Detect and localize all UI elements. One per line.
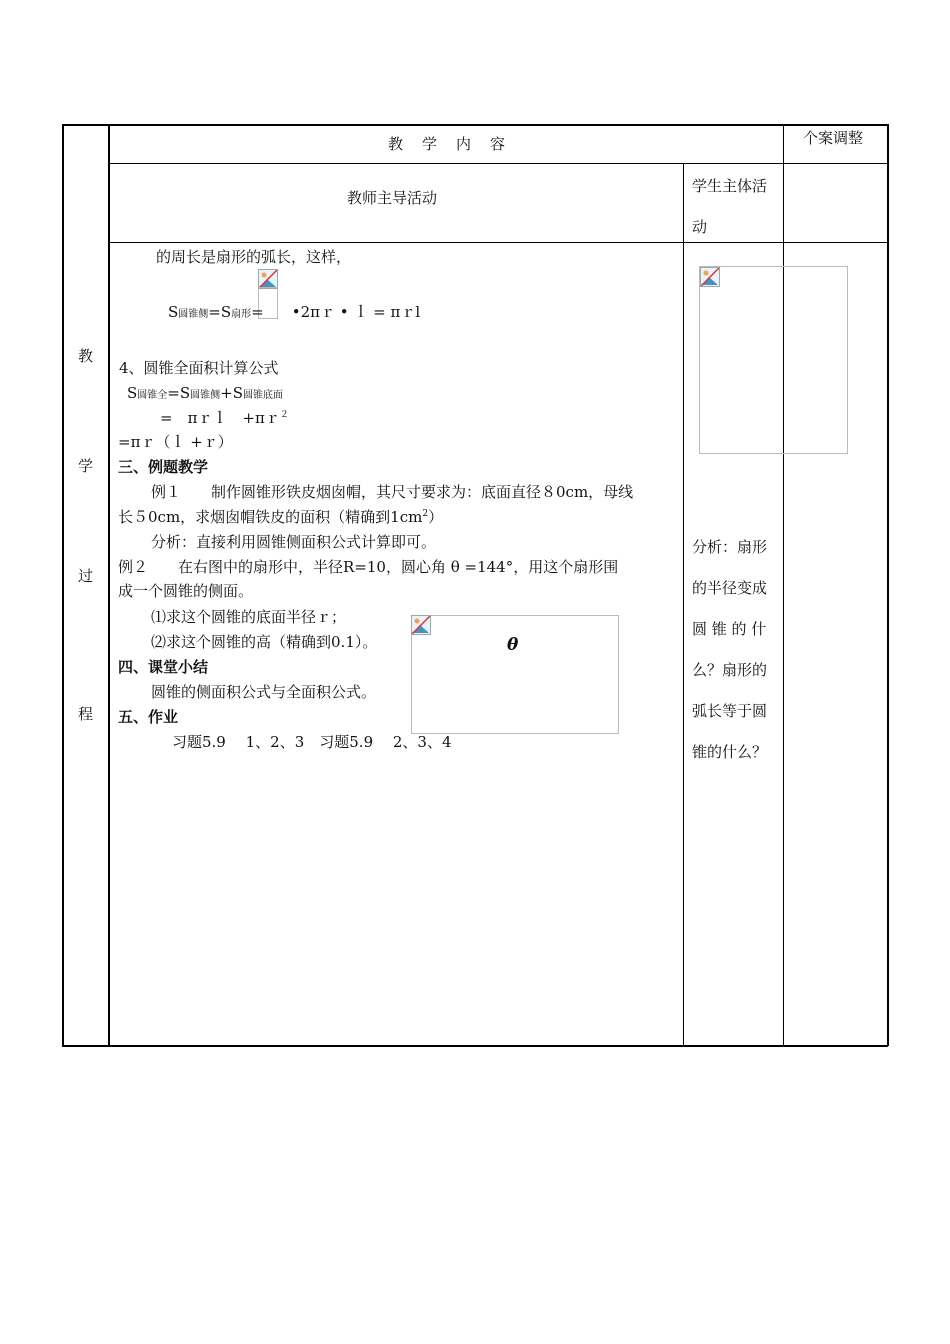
student-analysis-line: 的半径变成 — [692, 579, 768, 597]
student-analysis-line: 么？扇形的 — [692, 661, 768, 679]
student-analysis — [692, 527, 778, 773]
content-title: 教 学 内 容 — [388, 135, 508, 153]
side-label-1: 教 — [78, 347, 94, 365]
example-2-line-2: 成一个圆锥的侧面。 — [118, 582, 254, 600]
side-column-divider — [108, 124, 110, 1046]
theta-label: θ — [507, 635, 519, 655]
teacher-activity-header: 教师主导活动 — [347, 189, 438, 207]
sector-image-icon — [411, 615, 431, 635]
side-label-4: 程 — [78, 705, 94, 723]
arc-length-line: 的周长是扇形的弧长，这样， — [156, 248, 352, 266]
student-analysis-line: 弧长等于圆 — [692, 702, 768, 720]
header-row-divider — [109, 163, 887, 164]
lateral-area-formula: S圆锥侧=S扇形= •2πｒ • ｌ = πｒl — [168, 303, 421, 321]
student-analysis-line: 圆 锥 的 什 — [692, 620, 767, 638]
student-column-divider — [683, 163, 684, 1046]
side-label-3: 过 — [78, 567, 94, 585]
total-area-expand: = πｒｌ +πｒ$^2$ — [160, 409, 289, 427]
summary-text: 圆锥的侧面积公式与全面积公式。 — [151, 683, 377, 701]
table-left-border — [62, 124, 64, 1046]
sector-figure-frame — [411, 615, 619, 734]
total-area-formula: S圆锥全=S圆锥侧+S圆锥底面 — [127, 384, 283, 402]
student-analysis-line: 锥的什么？ — [692, 743, 768, 761]
table-top-border — [62, 124, 888, 126]
table-right-border — [887, 124, 889, 1046]
example-2-line-1: 例２ 在右图中的扇形中，半径R=10，圆心角 θ =144°，用这个扇形围 — [118, 558, 619, 576]
section-examples: 三、例题教学 — [118, 458, 209, 476]
homework-text: 习题5.9 1、2、3 习题5.9 2、3、4 — [172, 733, 452, 751]
example-1-line-1: 例１ 制作圆锥形铁皮烟囱帽，其尺寸要求为：底面直径８0cm，母线 — [151, 483, 634, 501]
example-1-line-2: 长５0cm，求烟囱帽铁皮的面积（精确到$1cm^2$） — [118, 508, 444, 526]
student-analysis-line: 分析：扇形 — [692, 538, 768, 556]
side-label-2: 学 — [78, 457, 94, 475]
student-activity-header — [692, 166, 778, 248]
section-homework: 五、作业 — [118, 708, 179, 726]
table-bottom-border — [62, 1045, 888, 1047]
total-area-factored: =πｒ（ｌ +ｒ） — [118, 433, 233, 451]
section-summary: 四、课堂小结 — [118, 658, 209, 676]
student-activity-text: 学生主体活动 — [692, 177, 768, 236]
question-1: ⑴求这个圆锥的底面半径ｒ； — [151, 608, 347, 626]
adjust-column-divider — [783, 124, 784, 1046]
total-area-heading: 4、圆锥全面积计算公式 — [119, 359, 279, 377]
adjust-header: 个案调整 — [803, 129, 864, 147]
fraction-image-icon — [258, 269, 278, 289]
student-image-icon — [700, 267, 720, 287]
question-2: ⑵求这个圆锥的高（精确到0.1）。 — [151, 633, 378, 651]
example-1-analysis: 分析：直接利用圆锥侧面积公式计算即可。 — [151, 533, 437, 551]
student-figure-frame — [699, 266, 848, 454]
